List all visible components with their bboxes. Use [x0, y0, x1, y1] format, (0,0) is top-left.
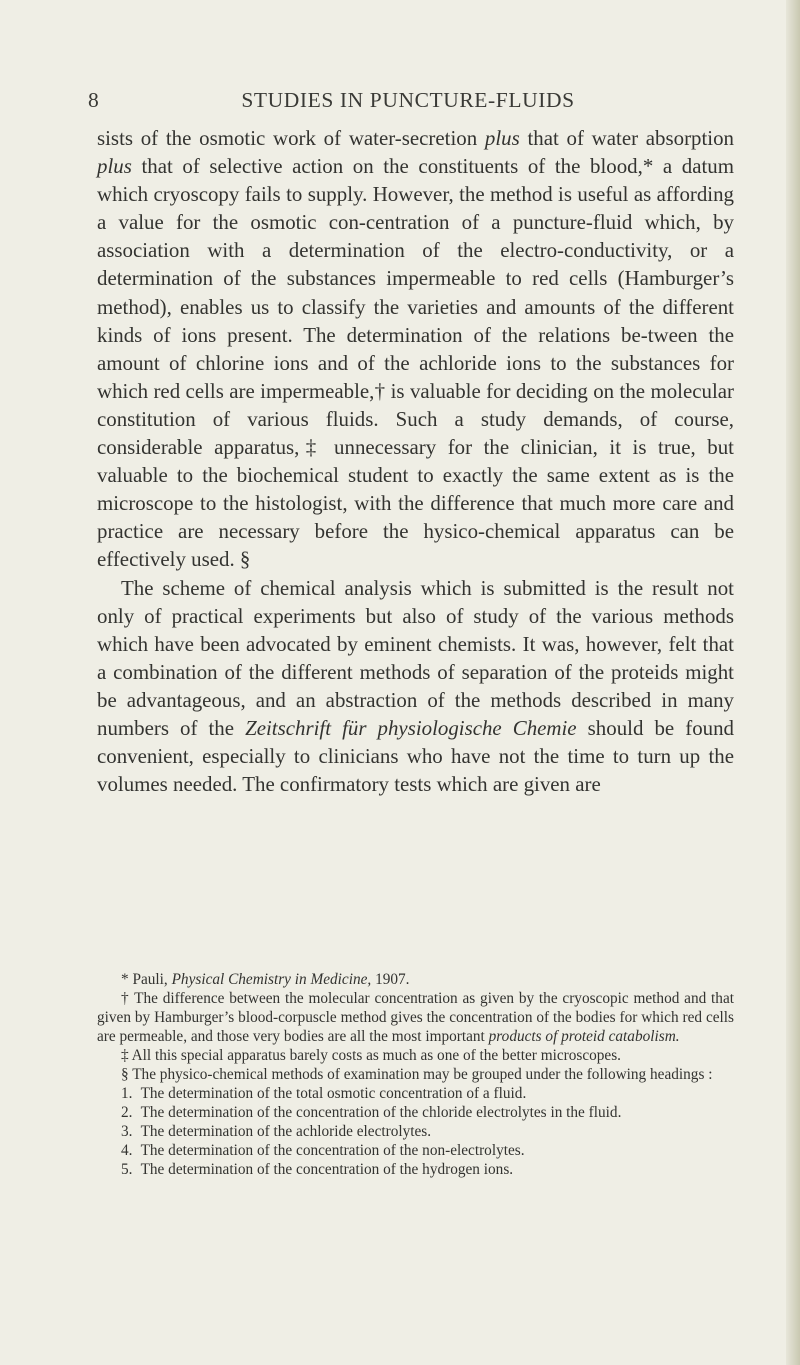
footnote-1-text-b: 1907. [371, 971, 410, 988]
running-head [88, 88, 688, 114]
footnote-1-text-a: * Pauli, [121, 971, 172, 988]
footnote-1 [97, 970, 734, 989]
footnote-2-text: † The difference between the molecular concentration as given by the cryoscopic method and that given by Hamburger’s blood-corpuscle method gives the concentration of the bodies for which red cells are permeable, and those very bodies are all the most important [97, 990, 734, 1045]
paragraph-1-text-c: that of selective action on the constituents of the blood,* a datum which cryoscopy fails to supply. However, the method is useful as affording a value for the osmotic con-centration of a puncture-fluid which, by association with a determination of the electro-conductivity, or a determination of the substances impermeable to red cells (Hamburger’s method), enables us to classify the varieties and amounts of the different kinds of ions present. The determination of the relations be-tween the amount of chlorine ions and of the achloride ions to the substances for which red cells are impermeable,† is valuable for deciding on the molecular constitution of various fluids. Such a study demands, of course, considerable apparatus,‡ unnecessary for the clinician, it is true, but valuable to the biochemical student to exactly the same extent as is the microscope to the histologist, with the difference that much more care and practice are necessary before the hysico-chemical apparatus can be effectively used. § [97, 154, 734, 572]
list-number: 4. [121, 1142, 133, 1159]
paragraph-1 [97, 124, 734, 574]
page-number: 8 [88, 88, 100, 112]
plus-italic-1: plus [484, 126, 520, 150]
running-title: STUDIES IN PUNCTURE-FLUIDS [241, 88, 575, 112]
paragraph-1-text-a: sists of the osmotic work of water-secretion [97, 126, 485, 150]
page-edge-shadow [786, 0, 800, 1365]
list-item [97, 1103, 734, 1122]
list-number: 1. [121, 1085, 133, 1102]
list-number: 5. [121, 1161, 133, 1178]
body-text [97, 124, 734, 798]
paragraph-2-text-b: should be found convenient, especially to clinicians who have not the time to turn up the volumes needed. The confirmatory tests which are given are [97, 715, 734, 797]
list-number: 3. [121, 1123, 133, 1140]
footnote-2-italic: products of proteid catabolism. [488, 1028, 680, 1045]
methods-list [97, 1084, 734, 1179]
footnote-2 [97, 989, 734, 1046]
list-item [97, 1160, 734, 1179]
list-item [97, 1141, 734, 1160]
footnote-3: ‡ All this special apparatus barely costs as much as one of the better microscopes. [121, 1047, 621, 1064]
list-number: 2. [121, 1104, 133, 1121]
list-text: The determination of the concentration of the non-electrolytes. [140, 1142, 525, 1159]
paragraph-1-text-b: that of water absorption [519, 126, 734, 150]
footnotes [97, 970, 734, 1179]
journal-title: Zeitschrift für physiologische Chemie [245, 715, 577, 740]
plus-italic-2: plus [97, 154, 132, 179]
list-item [97, 1122, 734, 1141]
footnote-4: § The physico-chemical methods of examination may be grouped under the following headings : [121, 1066, 713, 1083]
paragraph-2 [97, 574, 734, 799]
list-text: The determination of the achloride electrolytes. [140, 1123, 432, 1140]
list-text: The determination of the total osmotic concentration of a fluid. [140, 1085, 527, 1102]
footnote-1-title: Physical Chemistry in Medicine, [171, 971, 372, 988]
list-item [97, 1084, 734, 1103]
list-text: The determination of the concentration of the chloride electrolytes in the fluid. [140, 1104, 622, 1121]
paragraph-2-text-a: The scheme of chemical analysis which is submitted is the result not only of practical experiments but also of study of the various methods which have been advocated by eminent chemists. It was, however, felt that a combination of the different methods of separation of the proteids might be advantageous, and an abstraction of the methods described in many numbers of the [97, 575, 734, 740]
list-text: The determination of the concentration of the hydrogen ions. [140, 1161, 514, 1178]
